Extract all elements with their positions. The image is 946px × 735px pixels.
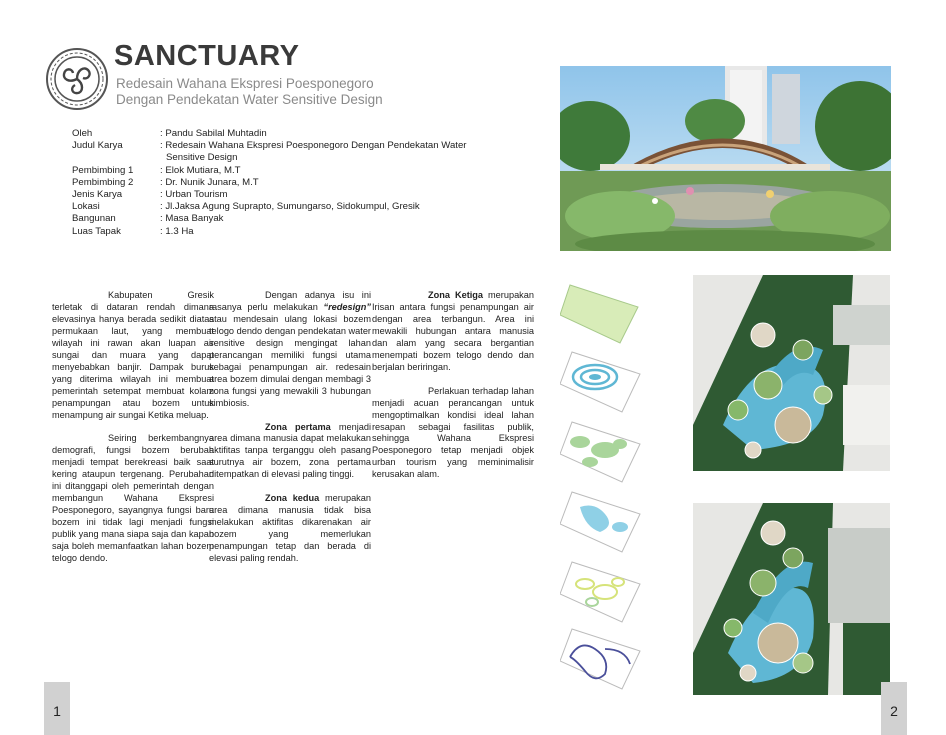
- info-key: Jenis Karya: [72, 189, 123, 201]
- page-number: 2: [890, 703, 898, 719]
- info-row: [72, 201, 496, 213]
- zone-heading: Zona pertama: [265, 421, 331, 432]
- project-info-table: [72, 128, 496, 238]
- info-value: : Urban Tourism: [160, 189, 228, 201]
- info-key: Luas Tapak: [72, 225, 121, 237]
- text-run: merupakan Irisan antara fungsi penampungan air dengan area terbangun. Area ini mewakili hubungan antara manusia dan alam yang secara bergantian menempati bozem telogo dendo dan berjalan beriringan.: [372, 290, 534, 372]
- info-value: Sensitive Design: [166, 152, 238, 164]
- info-value: : Masa Banyak: [160, 213, 224, 225]
- perspective-render-image: [560, 66, 891, 251]
- zone-heading: Zona kedua: [265, 493, 320, 504]
- subtitle-line-1: Redesain Wahana Ekspresi Poesponegoro: [116, 76, 374, 91]
- info-value: : Dr. Nunik Junara, M.T: [160, 176, 259, 188]
- info-row: [72, 213, 496, 225]
- info-row: [72, 226, 496, 238]
- paragraph: [209, 493, 371, 565]
- text-run: merupakan area dimana manusia tidak bisa melakukan aktifitas dikarenakan air bozem yang memerlukan penampungan tetap dan berada di elevasi paling rendah.: [209, 493, 371, 564]
- info-key: Pembimbing 1: [72, 164, 134, 176]
- page-number: 1: [53, 703, 61, 719]
- paragraph: [372, 290, 534, 374]
- page-number-tab-left: [44, 682, 70, 735]
- text-column-2: [209, 290, 371, 577]
- paragraph: Seiring berkembangnya demografi, fungsi bozem berubah menjadi tempat berekreasi baik saat kering ataupun tergenang. Perubahan ini ditanggapi oleh pemerintah dengan membangun Wahana Ekspresi Poesponegoro, sayangnya fungsi baru bozem ini tidak lagi menjadi fungsi publik yang mana siapa saja dan kapan saja boleh memanfaatkan lahan bozem telogo dendo.: [52, 433, 214, 564]
- info-key: [72, 152, 160, 164]
- page-number-tab-right: [881, 682, 907, 735]
- paragraph: [209, 290, 371, 410]
- info-value: : Redesain Wahana Ekspresi Poesponegoro Dengan Pendekatan Water: [160, 140, 467, 152]
- info-key: Pembimbing 2: [72, 176, 134, 188]
- zoning-diagrams-image: [560, 277, 650, 697]
- paragraph: [209, 422, 371, 482]
- info-key: Oleh: [72, 128, 93, 139]
- info-row: [72, 165, 496, 177]
- info-row: [72, 189, 496, 201]
- subtitle-line-2: Dengan Pendekatan Water Sensitive Design: [116, 92, 383, 107]
- info-value: : Elok Mutiara, M.T: [160, 164, 241, 176]
- text-column-1: [52, 290, 214, 577]
- info-key: Bangunan: [72, 213, 116, 225]
- emphasis-text: “redesign”: [323, 301, 371, 312]
- info-row: [72, 128, 496, 140]
- info-key: Judul Karya: [72, 140, 123, 152]
- site-plan-bottom-image: [693, 503, 890, 695]
- text-run: atau mendesain ulang lokasi bozem telogo dendo dengan pendekatan water sensitive design mengingat lahan perancangan memiliki fungsi utama sebagai penampungan air. redesain area bozem dimulai dengan membagi 3 zona fungsi yang mewakili 3 hubungan simbiosis.: [209, 313, 371, 408]
- info-row: [72, 177, 496, 189]
- zone-heading: Zona Ketiga: [428, 290, 484, 300]
- info-value: : Jl.Jaksa Agung Suprapto, Sumungarso, Sidokumpul, Gresik: [160, 201, 420, 213]
- info-key: Lokasi: [72, 201, 100, 213]
- page-title: SANCTUARY: [114, 40, 300, 72]
- text-run: Dengan adanya isu ini rasanya perlu melakukan: [209, 290, 371, 312]
- text-run: menjadi area dimana manusia dapat melakukan aktifitas tanpa terganggu oleh pasang surutnya air bozem, zona pertama ditempatkan di elevasi paling tinggi.: [209, 421, 372, 480]
- info-row: [72, 152, 496, 164]
- info-value: : 1.3 Ha: [160, 225, 194, 237]
- info-row: [72, 140, 496, 152]
- info-value: : Pandu Sabilal Muhtadin: [160, 128, 267, 139]
- site-plan-top-image: [693, 275, 890, 471]
- text-column-3: [372, 290, 534, 493]
- paragraph: Kabupaten Gresik terletak di dataran rendah dimana elevasinya hanya berada sedikit diatas permukaan laut, yang membuat wilayah ini rawan akan luapan air sungai dan muara yang dapat menyebabkan banjir. Dampak buruk yang diterima wilayah ini membuat pemerintah setempat membuat kolam penampungan atau bozem untuk menampung air sungai Ketika meluap.: [52, 290, 214, 420]
- paragraph: Perlakuan terhadap lahan menjadi acuan perancangan untuk mengoptimalkan kondisi ideal lahan resapan sebagai fasilitas publik, sehingga Wahana Ekspresi Poesponegoro tetap menjadi objek urban tourism yang meminimalisir kerusakan alam.: [372, 385, 534, 480]
- triskelion-logo-icon: [46, 48, 108, 110]
